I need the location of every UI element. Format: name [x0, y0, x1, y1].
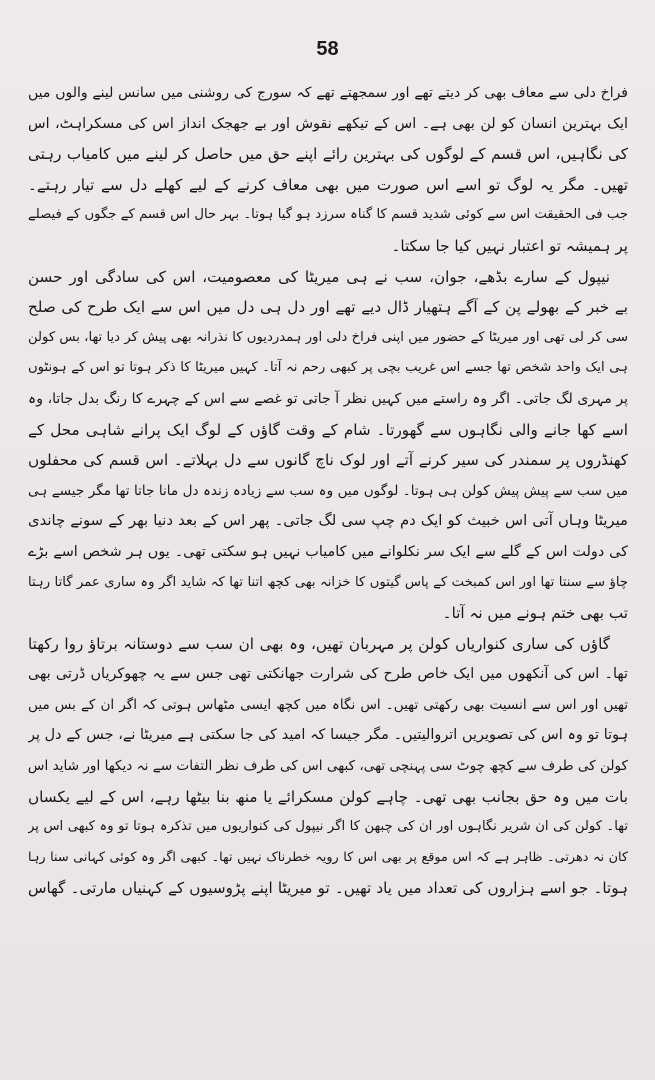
text-line: تھا۔ اس کی آنکھوں میں ایک خاص طرح کی شرارت جھانکتی تھی جس سے یہ چھوکریاں ڈرتی بھی — [28, 666, 628, 683]
text-line: تب بھی ختم ہونے میں نہ آتا۔ — [442, 604, 628, 623]
text-line: پر مہری لگ جاتی۔ اگر وہ راستے میں کہیں نظر آ جاتی تو غصے سے اس کے چہرے کا رنگ بدل جاتا، وہ — [28, 390, 628, 407]
text-line: ایک بہترین انسان کو لن بھی ہے۔ اس کے تیکھے نقوش اور بے جھجک انداز اس کی مسکراہٹ، اس — [28, 115, 628, 132]
text-line: ہوتا تو وہ اس کی تصویریں اتروالیتیں۔ مگر جیسا کہ امید کی جا سکتی ہے میریٹا نے، جس کے دل پر — [28, 727, 628, 744]
text-line: کولن کی طرف سے کچھ چوٹ سی پہنچی تھی، کبھی اس کی طرف نظر التفات سے نہ دیکھا اور شاید اس — [28, 758, 628, 775]
text-line: اسے کھا جانے والی نگاہوں سے گھورتا۔ شام کے وقت گاؤں کے لوگ ایک پرانے شاہی محل کے — [28, 420, 628, 439]
text-line: تھیں اور اس سے انسیت بھی رکھتی تھیں۔ اس نگاہ میں کچھ ایسی مٹھاس ہوتی کہ اگر ان کے بس میں — [28, 696, 628, 713]
text-line: ہوتا۔ جو اسے ہزاروں کی تعداد میں یاد تھیں۔ تو میریٹا اپنے پڑوسیوں کے کہنیاں مارتی۔ گھاس — [28, 879, 628, 898]
text-line: کی دولت اس کے گلے سے ایک سر نکلوانے میں کامیاب نہیں ہو سکتی تھی۔ یوں ہر شخص اسے بڑے — [28, 543, 628, 560]
text-line: پر ہمیشہ تو اعتبار نہیں کیا جا سکتا۔ — [391, 236, 628, 255]
text-line: نیپول کے سارے بڈھے، جوان، سب نے ہی میریٹا کی معصومیت، اس کی سادگی اور حسن — [28, 267, 610, 286]
text-line: بات میں وہ حق بجانب بھی تھی۔ چاہے کولن مسکرائے یا منھ بنا بیٹھا رہے، اس کے لیے یکساں — [28, 787, 628, 806]
text-line: چاؤ سے سنتا تھا اور اس کمبخت کے پاس گیتوں کا خزانہ بھی کچھ اتنا تھا کہ شاید اگر وہ ساری عمر گاتا رہتا — [28, 574, 628, 590]
body-text — [28, 78, 628, 904]
text-line: تھیں۔ مگر یہ لوگ تو اسے اس صورت میں بھی معاف کرنے کے لیے کھلے دل سے تیار رہتے۔ — [28, 175, 628, 194]
text-line: جب فی الحقیقت اس سے کوئی شدید قسم کا گناہ سرزد ہو گیا ہوتا۔ بہر حال اس قسم کے جگوں کے فیصلے — [28, 207, 628, 223]
text-line: میں سب سے پیش پیش کولن ہی ہوتا۔ لوگوں میں وہ سب سے زیادہ زندہ دل مانا جاتا تھا مگر جیسے ہی — [28, 482, 628, 499]
text-line: فراخ دلی سے معاف بھی کر دیتے تھے اور سمجھتے تھے کہ سورج کی روشنی میں سانس لینے والوں میں — [28, 85, 628, 101]
text-line: میریٹا وہاں آتی اس خبیث کو ایک دم چپ سی لگ جاتی۔ پھر اس کے بعد دنیا بھر کے سونے چاندی — [28, 512, 628, 530]
text-line: ہی ایک واحد شخص تھا جسے اس غریب بچی پر کبھی رحم نہ آتا۔ کہیں میریٹا کا ذکر ہوتا تو اس کے ہونٹوں — [28, 360, 628, 376]
text-line: کی نگاہیں، اس قسم کے لوگوں کی بہترین رائے اپنے حق میں حاصل کر لینے میں کامیاب رہتی — [28, 145, 628, 164]
text-line: سی کر لی تھی اور میریٹا کے حضور میں اپنی فراخ دلی اور ہمدردیوں کا نذرانہ بھی پیش کر دیا تھا، بس کولن — [28, 329, 628, 345]
page-number: 58 — [316, 38, 339, 60]
text-line: بے خبر کے بھولے پن کے آگے ہتھیار ڈال دیے تھے اور دل ہی دل میں اس سے ایک طرح کی صلح — [28, 298, 628, 317]
text-line: تھا۔ کولن کی ان شریر نگاہوں اور ان کی چبھن کا اگر نیپول کی کنواریوں میں تذکرہ ہوتا تو وہ کبھی اس پر — [28, 819, 628, 835]
text-line: گاؤں کی ساری کنواریاں کولن پر مہربان تھیں، وہ بھی ان سب سے دوستانہ برتاؤ روا رکھتا — [28, 634, 610, 653]
text-line: کھنڈروں پر سمندر کی سیر کرنے آتے اور لوک ناچ گانوں سے دل بہلاتے۔ اس قسم کی محفلوں — [28, 451, 628, 470]
text-line: کان نہ دھرتی۔ ظاہر ہے کہ اس موقع پر بھی اس کا رویہ خطرناک نہیں تھا۔ کبھی اگر وہ کوئی کہانی سنا رہا — [28, 849, 628, 865]
